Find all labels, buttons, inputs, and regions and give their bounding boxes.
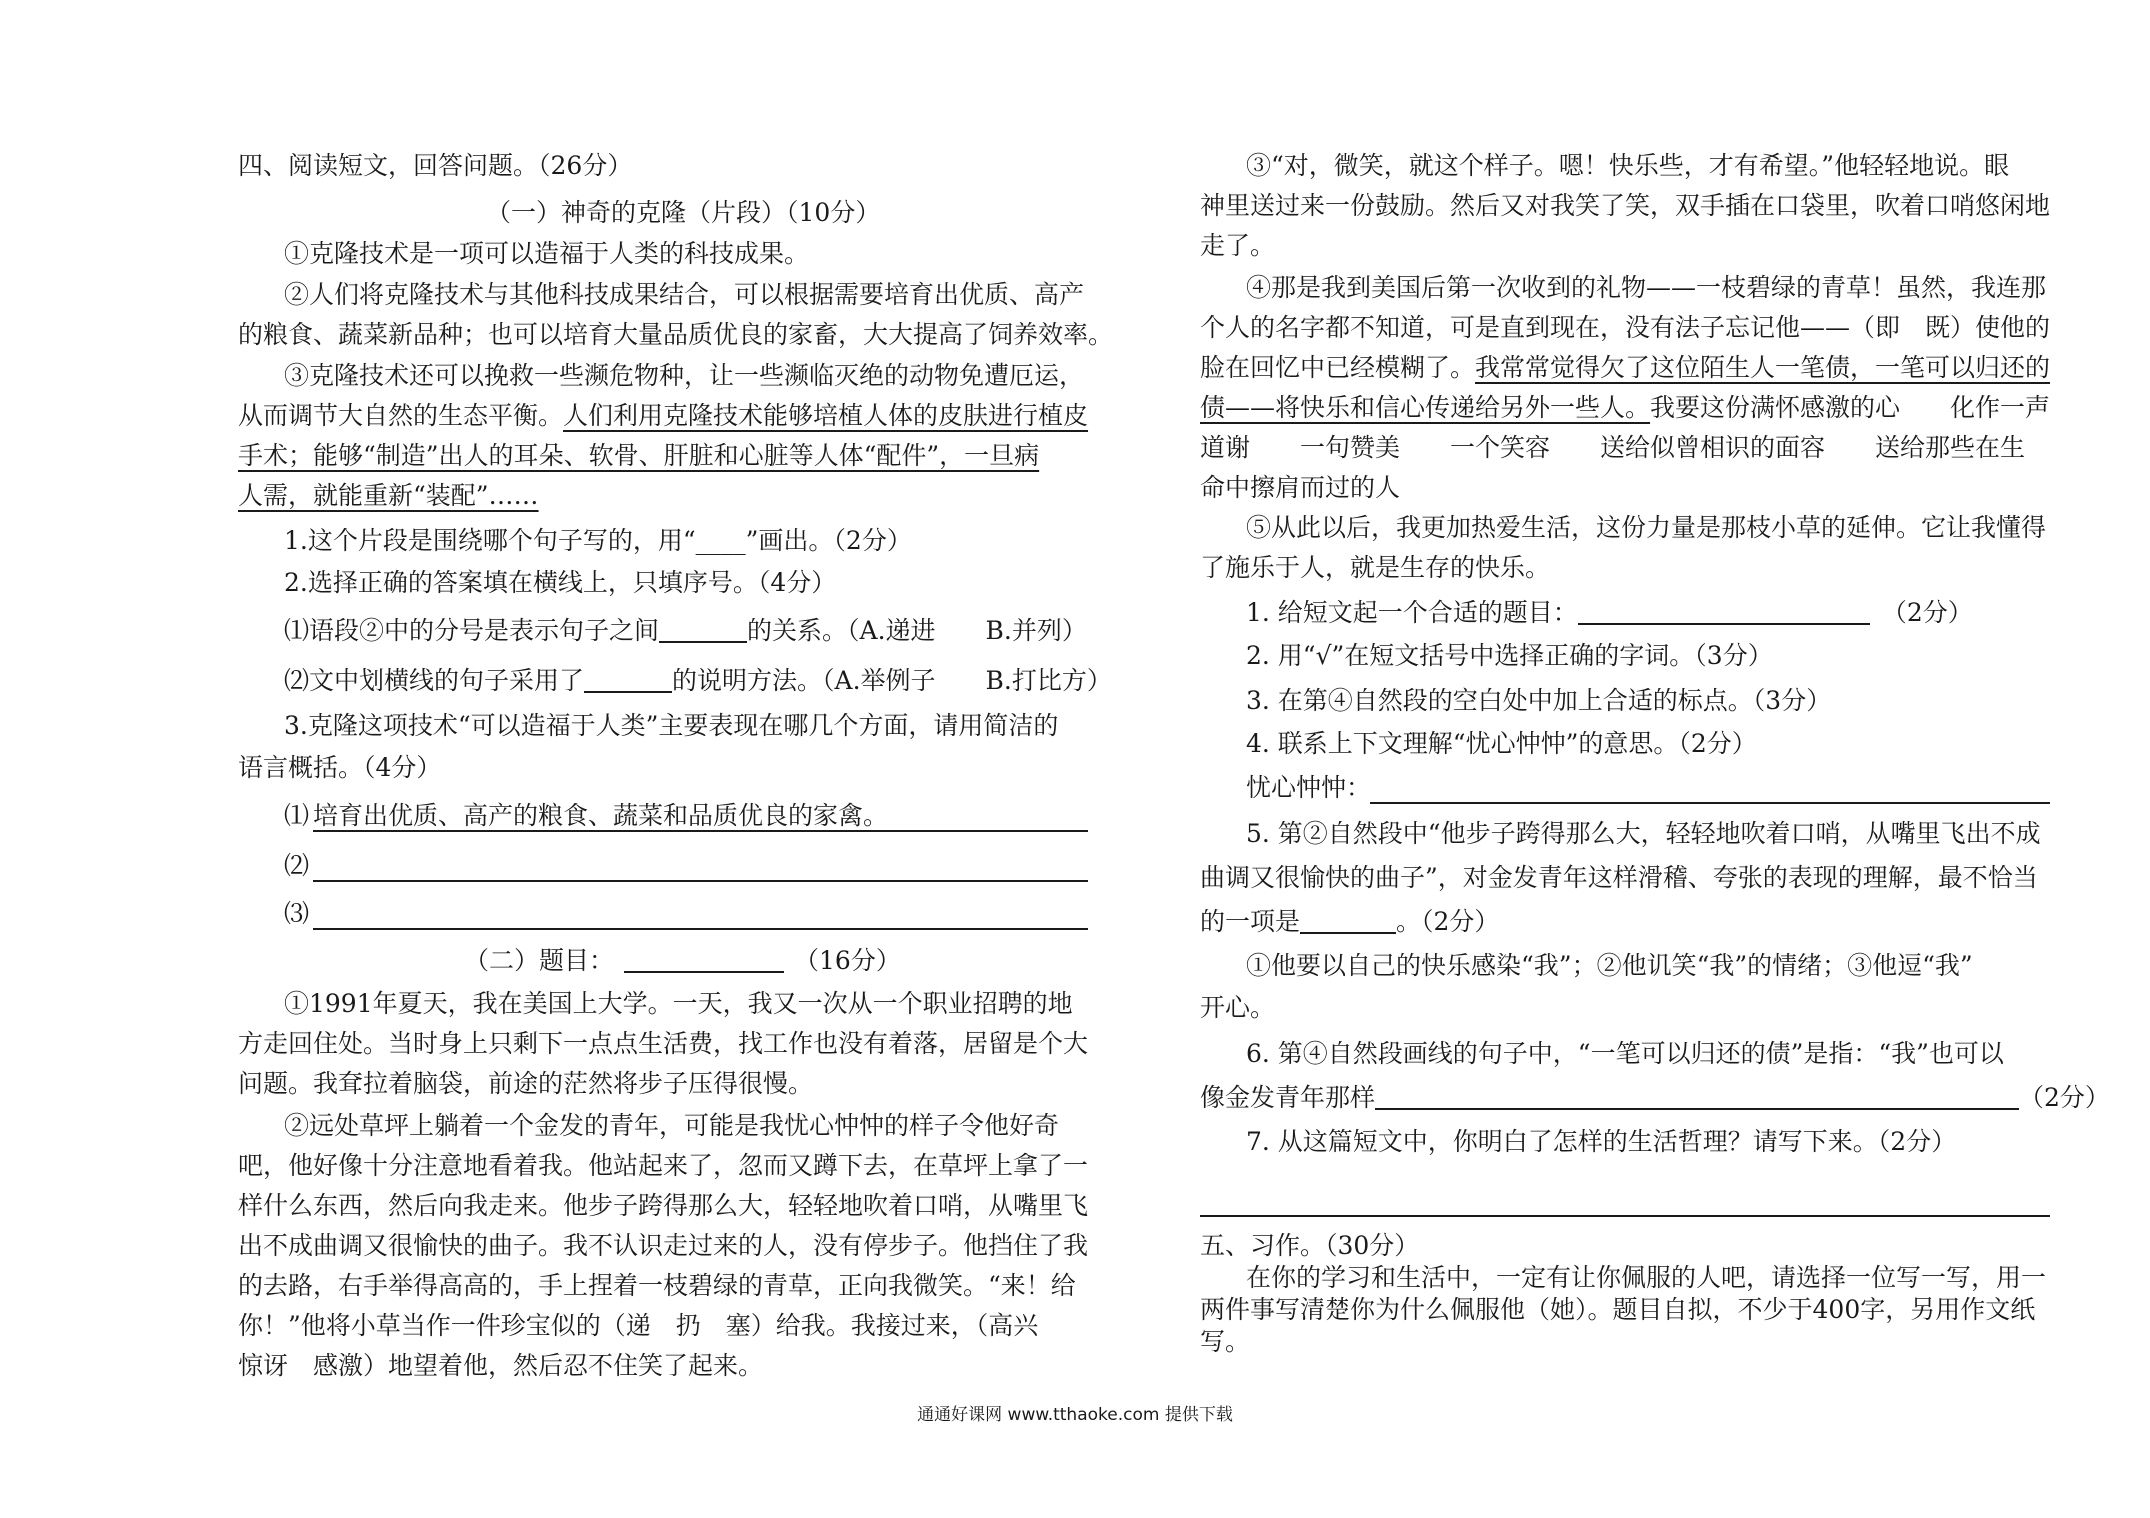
passage2-para4-line3 — [1200, 352, 2050, 384]
para4-line4-plain: 我要这份满怀感激的心 化作一声 — [1650, 393, 2051, 422]
p2-question4-answer-label: 忧心忡忡： — [1246, 773, 1372, 802]
p2-question5-line1: 5. 第②自然段中“他步子跨得那么大，轻轻地吹着口哨，从嘴里飞出不成 — [1246, 819, 2041, 848]
essay-prompt-line3: 写。 — [1200, 1327, 1251, 1356]
passage2-para1-line1: ①1991年夏天，我在美国上大学。一天，我又一次从一个职业招聘的地 — [284, 989, 1073, 1018]
passage2-para2-line1: ②远处草坪上躺着一个金发的青年，可能是我忧心忡忡的样子令他好奇 — [284, 1111, 1060, 1140]
question3-line1: 3.克隆这项技术“可以造福于人类”主要表现在哪几个方面，请用简洁的 — [284, 711, 1059, 740]
passage1-para3-line2 — [238, 400, 1088, 432]
passage2-para2-line7: 惊讶 感激）地望着他，然后忍不住笑了起来。 — [238, 1351, 764, 1380]
q7-answer-line[interactable] — [1200, 1215, 2050, 1217]
para3-line2-plain: 从而调节大自然的生态平衡。 — [238, 401, 564, 430]
passage2-para2-line2: 吧，他好像十分注意地看着我。他站起来了，忽而又蹲下去，在草坪上拿了一 — [238, 1151, 1089, 1180]
p2-question6-text: 像金发青年那样 — [1200, 1083, 1376, 1112]
p2-question5-line3 — [1200, 906, 1499, 938]
question2a-options: 的关系。（A.递进 B.并列） — [747, 616, 1087, 645]
answer3-line[interactable] — [313, 928, 1088, 930]
passage1-para2-line1: ②人们将克隆技术与其他科技成果结合，可以根据需要培育出优质、高产 — [284, 280, 1085, 309]
passage2-title-score: （16分） — [794, 946, 901, 975]
answer1-number: ⑴ — [284, 801, 310, 830]
question2a-text: ⑴语段②中的分号是表示句子之间 — [284, 616, 660, 645]
p2-question3: 3. 在第④自然段的空白处中加上合适的标点。（3分） — [1246, 686, 1832, 715]
passage2-para1-line2: 方走回住处。当时身上只剩下一点点生活费，找工作也没有着落，居留是个大 — [238, 1029, 1089, 1058]
section4-heading: 四、阅读短文，回答问题。（26分） — [238, 151, 633, 180]
answer1-text: 培育出优质、高产的粮食、蔬菜和品质优良的家禽。 — [313, 801, 889, 830]
p2-question7: 7. 从这篇短文中，你明白了怎样的生活哲理？请写下来。（2分） — [1246, 1127, 1957, 1156]
question2b-text: ⑵文中划横线的句子采用了 — [284, 666, 585, 695]
p2-question1-text: 1. 给短文起一个合适的题目： — [1246, 598, 1578, 627]
p2-question6-line2 — [1200, 1082, 2110, 1114]
answer-blank[interactable] — [584, 665, 672, 693]
passage2-para2-line3: 样什么东西，然后向我走来。他步子跨得那么大，轻轻地吹着口哨，从嘴里飞 — [238, 1191, 1089, 1220]
question1: 1.这个片段是围绕哪个句子写的，用“____”画出。（2分） — [284, 526, 912, 555]
underlined-debt-sentence-part2: 债——将快乐和信心传递给另外一些人。 — [1200, 393, 1651, 422]
passage1-title: （一）神奇的克隆（片段）（10分） — [486, 198, 881, 227]
footer-credit: 通通好课网 www.tthaoke.com 提供下载 — [917, 1405, 1233, 1425]
answer1-line[interactable] — [313, 830, 1088, 832]
answer3-number: ⑶ — [284, 899, 310, 928]
passage2-title — [464, 945, 901, 977]
passage2-para1-line3: 问题。我耷拉着脑袋，前途的茫然将步子压得很慢。 — [238, 1069, 814, 1098]
passage2-para5-line1: ⑤从此以后，我更加热爱生活，这份力量是那枝小草的延伸。它让我懂得 — [1246, 513, 2047, 542]
p2-question6-score: （2分） — [2019, 1083, 2110, 1112]
p2-question5-text: 的一项是 — [1200, 907, 1301, 936]
p2-question4: 4. 联系上下文理解“忧心忡忡”的意思。（2分） — [1246, 729, 1757, 758]
essay-prompt-line2: 两件事写清楚你为什么佩服他（她）。题目自拟，不少于400字，另用作文纸 — [1200, 1295, 2036, 1324]
question2b-options: 的说明方法。（A.举例子 B.打比方） — [672, 666, 1112, 695]
question2b — [284, 665, 1112, 697]
answer-blank[interactable] — [1300, 906, 1396, 934]
passage2-para4-line1: ④那是我到美国后第一次收到的礼物——一枝碧绿的青草！虽然，我连那 — [1246, 273, 2047, 302]
passage2-para4-line5: 道谢 一句赞美 一个笑容 送给似曾相识的面容 送给那些在生 — [1200, 433, 2026, 462]
passage1-para2-line2: 的粮食、蔬菜新品种；也可以培育大量品质优良的家畜，大大提高了饲养效率。 — [238, 320, 1114, 349]
underlined-sentence-part3: 人需，就能重新“装配”…… — [238, 481, 539, 510]
passage1-para3-line1: ③克隆技术还可以挽救一些濒危物种，让一些濒临灭绝的动物免遭厄运， — [284, 361, 1085, 390]
underlined-debt-sentence-part1: 我常常觉得欠了这位陌生人一笔债，一笔可以归还的 — [1475, 353, 2051, 382]
answer-blank[interactable] — [659, 615, 747, 643]
passage2-para2-line6: 你！”他将小草当作一件珍宝似的（递 扔 塞）给我。我接过来，（高兴 — [238, 1311, 1039, 1340]
p2-question6-line1: 6. 第④自然段画线的句子中，“一笔可以归还的债”是指：“我”也可以 — [1246, 1039, 2004, 1068]
underlined-sentence-part2: 手术；能够“制造”出人的耳朵、软骨、肝脏和心脏等人体“配件”，一旦病 — [238, 441, 1040, 470]
p2-question2: 2. 用“√”在短文括号中选择正确的字词。（3分） — [1246, 641, 1773, 670]
title-answer-blank[interactable] — [1578, 597, 1870, 625]
passage2-para3-line1: ③“对，微笑，就这个样子。嗯！快乐些，才有希望。”他轻轻地说。眼 — [1246, 151, 2010, 180]
p2-question5-score: 。（2分） — [1396, 907, 1500, 936]
passage2-para4-line4 — [1200, 392, 2050, 424]
p2-question5-options-line2: 开心。 — [1200, 993, 1276, 1022]
section5-heading: 五、习作。（30分） — [1200, 1231, 1420, 1260]
passage2-title-label: （二）题目： — [464, 946, 615, 975]
p2-question1-score: （2分） — [1881, 598, 1973, 627]
question2a — [284, 615, 1087, 647]
q6-answer-blank[interactable] — [1375, 1082, 2019, 1110]
passage2-para3-line2: 神里送过来一份鼓励。然后又对我笑了笑，双手插在口袋里，吹着口哨悠闲地 — [1200, 191, 2051, 220]
question2: 2.选择正确的答案填在横线上，只填序号。（4分） — [284, 568, 837, 597]
passage2-para3-line3: 走了。 — [1200, 231, 1276, 260]
answer2-line[interactable] — [313, 880, 1088, 882]
passage2-para4-line2: 个人的名字都不知道，可是直到现在，没有法子忘记他——（即 既）使他的 — [1200, 313, 2051, 342]
passage2-para2-line5: 的去路，右手举得高高的，手上捏着一枝碧绿的青草，正向我微笑。“来！给 — [238, 1271, 1076, 1300]
title-blank[interactable] — [624, 945, 784, 973]
p2-question5-options-line1: ①他要以自己的快乐感染“我”；②他讥笑“我”的情绪；③他逗“我” — [1246, 951, 1973, 980]
p2-question5-line2: 曲调又很愉快的曲子”，对金发青年这样滑稽、夸张的表现的理解，最不恰当 — [1200, 863, 2038, 892]
passage2-para2-line4: 出不成曲调又很愉快的曲子。我不认识走过来的人，没有停步子。他挡住了我 — [238, 1231, 1089, 1260]
answer2-number: ⑵ — [284, 851, 310, 880]
p2-question1 — [1246, 597, 1973, 629]
q4-answer-line[interactable] — [1370, 802, 2050, 804]
passage2-para5-line2: 了施乐于人，就是生存的快乐。 — [1200, 553, 1551, 582]
essay-prompt-line1: 在你的学习和生活中，一定有让你佩服的人吧，请选择一位写一写，用一 — [1246, 1263, 2047, 1292]
question3-line2: 语言概括。（4分） — [238, 753, 442, 782]
para4-line3-plain: 脸在回忆中已经模糊了。 — [1200, 353, 1476, 382]
passage1-para1: ①克隆技术是一项可以造福于人类的科技成果。 — [284, 239, 810, 268]
underlined-sentence-part1: 人们利用克隆技术能够培植人体的皮肤进行植皮 — [563, 401, 1089, 430]
passage2-para4-line6: 命中擦肩而过的人 — [1200, 473, 1401, 502]
